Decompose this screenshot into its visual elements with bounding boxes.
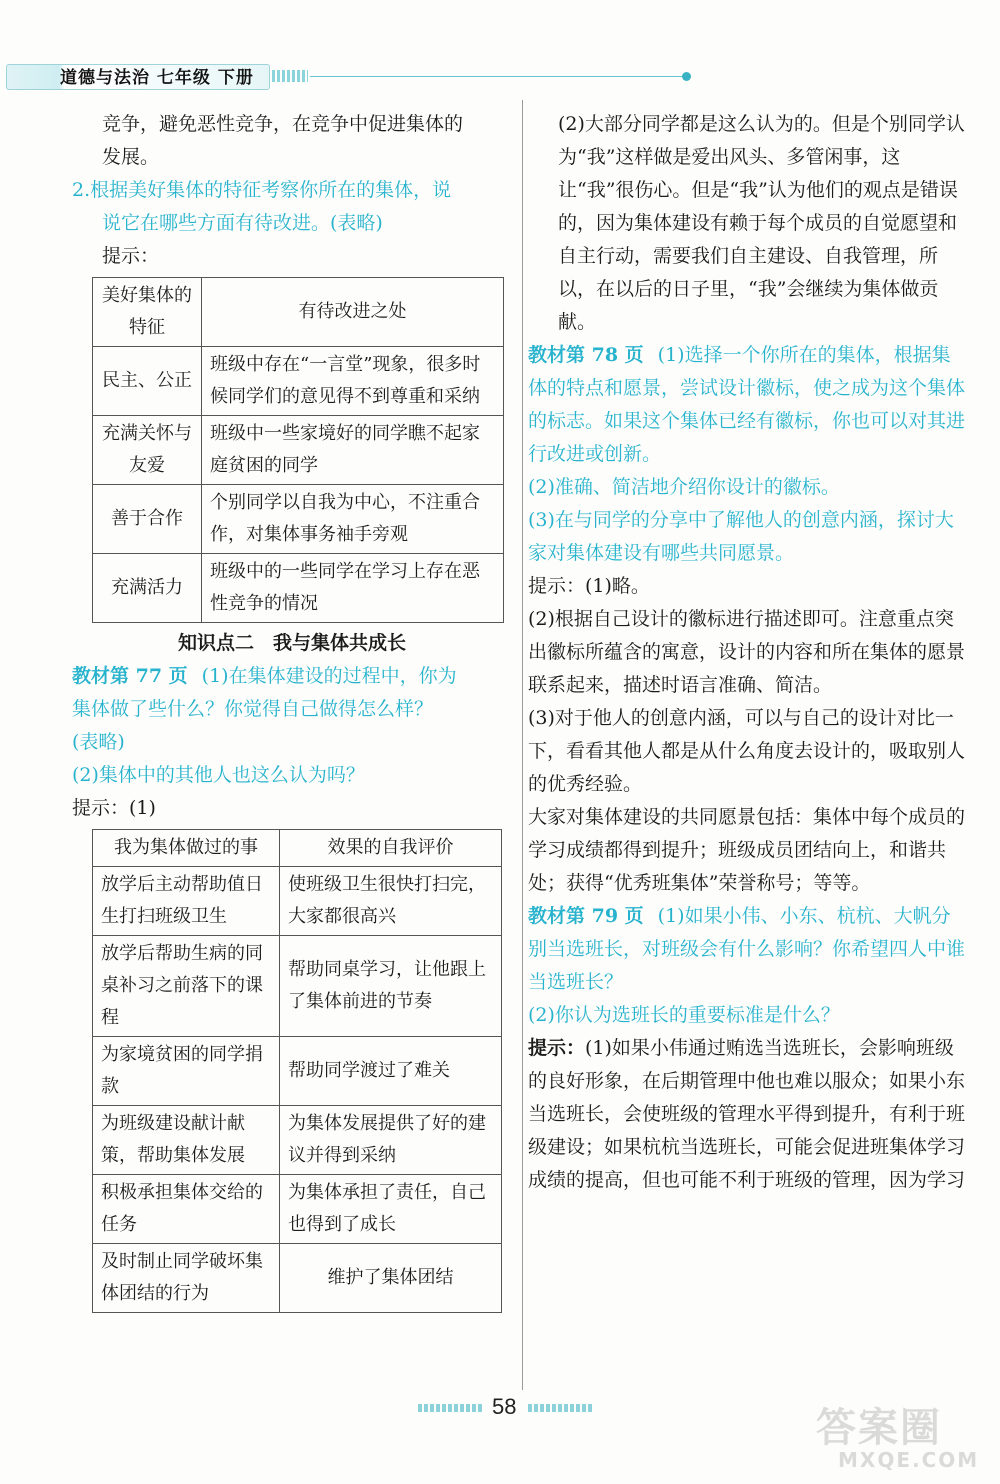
column-divider [522,100,523,1390]
table-cell: 使班级卫生很快打扫完，大家都很高兴 [280,867,502,936]
table-cell: 放学后帮助生病的同桌补习之前落下的课程 [93,936,280,1037]
question-text: (3)在与同学的分享中了解他人的创意内涵，探讨大家对集体建设有哪些共同愿景。 [528,509,954,564]
hint-label: 提示：(1)略。 [528,575,650,597]
table-cell: 积极承担集体交给的任务 [93,1175,280,1244]
table-cell: 班级中存在“一言堂”现象，很多时候同学们的意见得不到尊重和采纳 [202,347,504,416]
hint-label: 提示：(1) [72,797,156,819]
page-number: 58 [492,1394,517,1419]
table-header-row [93,278,504,347]
table-header-row [93,830,502,867]
contribution-table [92,829,502,1313]
paragraph: 发展。 [102,146,160,168]
table-cell: 放学后主动帮助值日生打扫班级卫生 [93,867,280,936]
table-cell: 及时制止同学破坏集体团结的行为 [93,1244,280,1313]
section-title: 知识点二 我与集体共成长 [177,632,406,654]
watermark-logo: 答案圈 [816,1405,942,1451]
footer-decoration [528,1404,594,1412]
table-cell: 维护了集体团结 [280,1244,502,1313]
table-cell: 民主、公正 [93,347,202,416]
table-cell: 班级中一些家境好的同学瞧不起家庭贫困的同学 [202,416,504,485]
right-column [528,108,968,1197]
question-text: (2)你认为选班长的重要标准是什么？ [528,1004,840,1026]
table-row [93,1106,502,1175]
textbook-page-tag: 教材第 78 页 [528,344,644,366]
watermark [810,1396,990,1478]
table-cell: 帮助同学渡过了难关 [280,1037,502,1106]
question-text: 集体做了些什么？你觉得自己做得怎么样？ [72,698,434,720]
table-row [93,936,502,1037]
question-2: 2.根据美好集体的特征考察你所在的集体，说 [72,179,452,201]
header-rule [310,76,682,77]
header-title: 道德与法治 七年级 下册 [60,68,254,88]
table-header-cell: 美好集体的特征 [93,278,202,347]
table-row [93,554,504,623]
left-column [72,108,512,1313]
answer-paragraph: (2)根据自己设计的徽标进行描述即可。注意重点突出徽标所蕴含的寓意，设计的内容和所在集体的愿景联系起来，描述时语言准确、简洁。 [528,608,966,696]
table-cell: 充满活力 [93,554,202,623]
hint-label: 提示： [528,1037,586,1059]
question-text: (1)选择一个你所在的集体，根据集体的特点和愿景，尝试设计徽标，使之成为这个集体的标志。如果这个集体已经有徽标，你也可以对其进行改进或创新。 [528,344,966,465]
table-row [93,485,504,554]
question-2-cont: 说它在哪些方面有待改进。(表略) [102,212,383,234]
table-cell: 帮助同桌学习，让他跟上了集体前进的节奏 [280,936,502,1037]
table-cell: 善于合作 [93,485,202,554]
answer-paragraph: (3)对于他人的创意内涵，可以与自己的设计对比一下，看看其他人都是从什么角度去设计的，吸取别人的优秀经验。 [528,707,966,795]
question-text: (1)如果小伟、小东、杭杭、大帆分别当选班长，对班级会有什么影响？你希望四人中谁当选班长？ [528,905,966,993]
watermark-url: MXQE.COM [838,1448,980,1472]
table-header-cell: 有待改进之处 [202,278,504,347]
table-row [93,416,504,485]
table-header-cell: 效果的自我评价 [280,830,502,867]
paragraph: 竞争，避免恶性竞争，在竞争中促进集体的 [102,113,464,135]
table-cell: 为家境贫困的同学捐款 [93,1037,280,1106]
hint-label: 提示： [102,245,160,267]
footer-decoration [418,1404,484,1412]
question-text: (1)在集体建设的过程中，你为 [201,665,457,687]
header-dot-icon [682,72,691,81]
textbook-page-tag: 教材第 79 页 [528,905,644,927]
answer-paragraph: (1)如果小伟通过贿选当选班长，会影响班级的良好形象，在后期管理中他也难以服众；如果小东当选班长，会使班级的管理水平得到提升，有利于班级建设；如果杭杭当选班长，可能会促进班集体学习成绩的提高，但也可能不利于班级的管理，因为学习 [528,1037,966,1191]
table-header-cell: 我为集体做过的事 [93,830,280,867]
table-row [93,1037,502,1106]
table-cell: 为班级建设献计献策，帮助集体发展 [93,1106,280,1175]
table-cell: 班级中的一些同学在学习上存在恶性竞争的情况 [202,554,504,623]
header-decoration [272,70,308,82]
table-cell: 充满关怀与友爱 [93,416,202,485]
textbook-page-tag: 教材第 77 页 [72,665,188,687]
question-text: (2)准确、简洁地介绍你设计的徽标。 [528,476,840,498]
table-row [93,347,504,416]
question-text: (表略) [72,731,125,753]
table-row [93,1244,502,1313]
improvement-table [92,277,504,623]
answer-paragraph: 大家对集体建设的共同愿景包括：集体中每个成员的学习成绩都得到提升；班级成员团结向上，和谐共处；获得“优秀班集体”荣誉称号；等等。 [528,806,966,894]
table-cell: 为集体承担了责任，自己也得到了成长 [280,1175,502,1244]
table-cell: 个别同学以自我为中心，不注重合作，对集体事务袖手旁观 [202,485,504,554]
question-text: (2)集体中的其他人也这么认为吗？ [72,764,365,786]
answer-paragraph: (2)大部分同学都是这么认为的。但是个别同学认为“我”这样做是爱出风头、多管闲事，这让“我”很伤心。但是“我”认为他们的观点是错误的，因为集体建设有赖于每个成员的自觉愿望和自主行动，需要我们自主建设、自我管理，所以，在以后的日子里，“我”会继续为集体做贡献。 [558,113,965,333]
table-row [93,1175,502,1244]
page-header [0,58,690,94]
table-row [93,867,502,936]
table-cell: 为集体发展提供了好的建议并得到采纳 [280,1106,502,1175]
